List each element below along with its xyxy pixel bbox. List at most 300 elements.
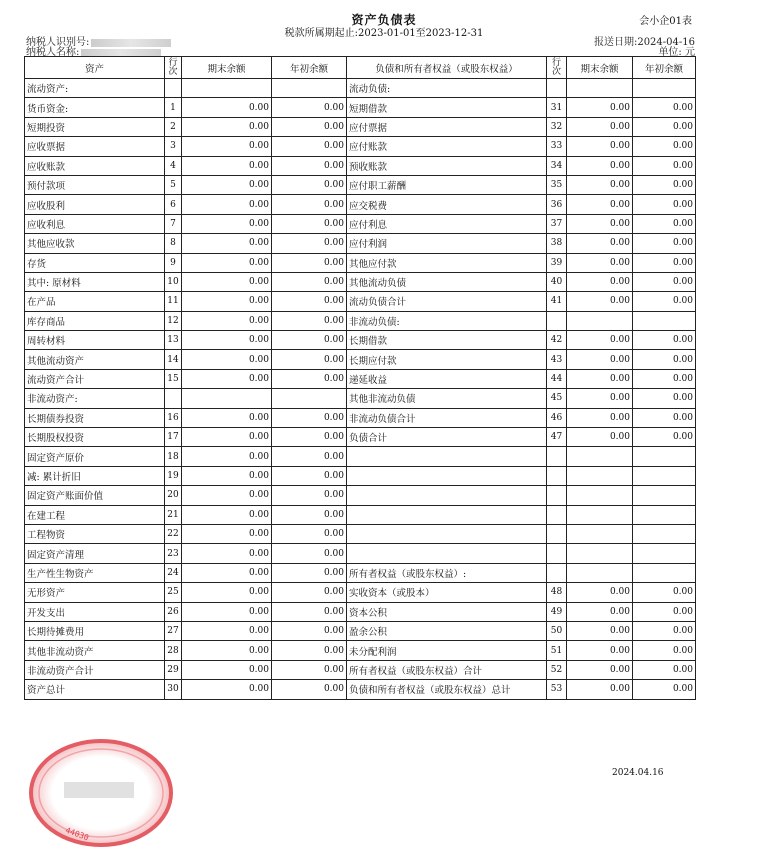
liability-begin-balance: 0.00 [633, 98, 696, 117]
asset-end-balance: 0.00 [182, 563, 272, 582]
liability-line-no: 39 [547, 253, 567, 272]
asset-name: 非流动资产: [25, 389, 165, 408]
table-row [25, 447, 696, 466]
page-title: 资产负债表 [351, 13, 417, 27]
liability-name: 应付账款 [347, 137, 547, 156]
balance-sheet-table [24, 56, 696, 700]
asset-begin-balance [272, 389, 347, 408]
asset-name: 应收股利 [25, 195, 165, 214]
col-header-end-balance: 期末余额 [182, 57, 272, 79]
liability-line-no [547, 311, 567, 330]
asset-line-no: 2 [165, 117, 182, 136]
liability-end-balance: 0.00 [567, 175, 633, 194]
asset-begin-balance: 0.00 [272, 544, 347, 563]
liability-begin-balance [633, 447, 696, 466]
asset-line-no [165, 79, 182, 98]
asset-name: 非流动资产合计 [25, 660, 165, 679]
taxpayer-name-label: 纳税人名称: [26, 47, 80, 58]
table-row [25, 408, 696, 427]
liability-line-no [547, 505, 567, 524]
liability-begin-balance: 0.00 [633, 350, 696, 369]
footer-date: 2024.04.16 [612, 768, 664, 778]
asset-line-no: 11 [165, 292, 182, 311]
table-row [25, 292, 696, 311]
asset-end-balance: 0.00 [182, 156, 272, 175]
asset-line-no: 25 [165, 583, 182, 602]
asset-begin-balance: 0.00 [272, 524, 347, 543]
asset-end-balance: 0.00 [182, 195, 272, 214]
asset-end-balance: 0.00 [182, 486, 272, 505]
liability-end-balance: 0.00 [567, 389, 633, 408]
asset-name: 存货 [25, 253, 165, 272]
asset-end-balance: 0.00 [182, 311, 272, 330]
asset-begin-balance: 0.00 [272, 137, 347, 156]
liability-end-balance: 0.00 [567, 214, 633, 233]
liability-line-no: 36 [547, 195, 567, 214]
liability-name: 盈余公积 [347, 621, 547, 640]
asset-end-balance: 0.00 [182, 602, 272, 621]
liability-begin-balance: 0.00 [633, 641, 696, 660]
col-header-line-no: 行次 [165, 57, 182, 79]
asset-begin-balance: 0.00 [272, 408, 347, 427]
report-date: 报送日期:2024-04-16 [593, 37, 695, 48]
liability-name [347, 486, 547, 505]
liability-name: 负债和所有者权益（或股东权益）总计 [347, 680, 547, 699]
liability-line-no: 52 [547, 660, 567, 679]
liability-line-no: 46 [547, 408, 567, 427]
asset-name: 其中: 原材料 [25, 272, 165, 291]
liability-name: 应交税费 [347, 195, 547, 214]
asset-end-balance: 0.00 [182, 428, 272, 447]
asset-line-no: 17 [165, 428, 182, 447]
asset-line-no: 3 [165, 137, 182, 156]
table-row [25, 234, 696, 253]
table-row [25, 331, 696, 350]
liability-begin-balance [633, 486, 696, 505]
table-row [25, 98, 696, 117]
table-row [25, 505, 696, 524]
table-header-row [25, 57, 696, 79]
liability-end-balance: 0.00 [567, 195, 633, 214]
asset-name: 生产性生物资产 [25, 563, 165, 582]
table-row [25, 563, 696, 582]
liability-end-balance: 0.00 [567, 137, 633, 156]
asset-line-no: 29 [165, 660, 182, 679]
liability-end-balance: 0.00 [567, 602, 633, 621]
asset-begin-balance: 0.00 [272, 98, 347, 117]
asset-end-balance: 0.00 [182, 137, 272, 156]
asset-begin-balance: 0.00 [272, 641, 347, 660]
asset-begin-balance: 0.00 [272, 486, 347, 505]
asset-end-balance: 0.00 [182, 214, 272, 233]
table-row [25, 544, 696, 563]
tax-period: 税款所属期起止:2023-01-01至2023-12-31 [284, 28, 484, 39]
asset-begin-balance: 0.00 [272, 447, 347, 466]
liability-name: 长期应付款 [347, 350, 547, 369]
taxpayer-id-label: 纳税人识别号: [26, 37, 90, 48]
liability-begin-balance: 0.00 [633, 253, 696, 272]
liability-name: 非流动负债合计 [347, 408, 547, 427]
liability-begin-balance [633, 544, 696, 563]
liability-end-balance: 0.00 [567, 641, 633, 660]
asset-end-balance: 0.00 [182, 660, 272, 679]
asset-line-no: 8 [165, 234, 182, 253]
asset-line-no: 12 [165, 311, 182, 330]
liability-end-balance [567, 447, 633, 466]
asset-name: 周转材料 [25, 331, 165, 350]
asset-name: 应收账款 [25, 156, 165, 175]
liability-end-balance [567, 79, 633, 98]
liability-end-balance [567, 466, 633, 485]
liability-line-no: 48 [547, 583, 567, 602]
table-row [25, 486, 696, 505]
table-row [25, 369, 696, 388]
asset-name: 在产品 [25, 292, 165, 311]
asset-end-balance: 0.00 [182, 331, 272, 350]
liability-line-no [547, 544, 567, 563]
seal-graphic [26, 736, 176, 851]
asset-line-no: 10 [165, 272, 182, 291]
liability-begin-balance: 0.00 [633, 214, 696, 233]
liability-end-balance: 0.00 [567, 272, 633, 291]
col-header-begin-balance-2: 年初余额 [633, 57, 696, 79]
asset-end-balance: 0.00 [182, 175, 272, 194]
asset-end-balance: 0.00 [182, 621, 272, 640]
asset-end-balance: 0.00 [182, 466, 272, 485]
liability-begin-balance [633, 563, 696, 582]
asset-line-no: 16 [165, 408, 182, 427]
asset-line-no: 7 [165, 214, 182, 233]
table-row [25, 272, 696, 291]
liability-begin-balance: 0.00 [633, 408, 696, 427]
asset-end-balance: 0.00 [182, 447, 272, 466]
liability-name: 负债合计 [347, 428, 547, 447]
liability-name: 应付利润 [347, 234, 547, 253]
asset-line-no: 9 [165, 253, 182, 272]
asset-begin-balance: 0.00 [272, 311, 347, 330]
col-header-begin-balance: 年初余额 [272, 57, 347, 79]
liability-end-balance: 0.00 [567, 621, 633, 640]
liability-begin-balance: 0.00 [633, 156, 696, 175]
liability-end-balance: 0.00 [567, 117, 633, 136]
liability-begin-balance: 0.00 [633, 428, 696, 447]
asset-begin-balance: 0.00 [272, 563, 347, 582]
asset-line-no: 23 [165, 544, 182, 563]
liability-line-no: 31 [547, 98, 567, 117]
asset-begin-balance: 0.00 [272, 428, 347, 447]
liability-begin-balance: 0.00 [633, 680, 696, 699]
liability-line-no: 50 [547, 621, 567, 640]
asset-name: 短期投资 [25, 117, 165, 136]
liability-begin-balance [633, 79, 696, 98]
asset-line-no: 6 [165, 195, 182, 214]
liability-begin-balance: 0.00 [633, 331, 696, 350]
liability-name: 预收账款 [347, 156, 547, 175]
table-row [25, 602, 696, 621]
liability-name: 递延收益 [347, 369, 547, 388]
asset-line-no: 22 [165, 524, 182, 543]
liability-name: 应付职工薪酬 [347, 175, 547, 194]
liability-line-no: 37 [547, 214, 567, 233]
asset-end-balance: 0.00 [182, 369, 272, 388]
liability-end-balance: 0.00 [567, 156, 633, 175]
liability-line-no: 32 [547, 117, 567, 136]
liability-name: 应付利息 [347, 214, 547, 233]
asset-begin-balance: 0.00 [272, 234, 347, 253]
asset-line-no: 24 [165, 563, 182, 582]
asset-end-balance: 0.00 [182, 117, 272, 136]
unit-label: 单位: 元 [658, 47, 695, 58]
liability-line-no: 34 [547, 156, 567, 175]
liability-end-balance: 0.00 [567, 583, 633, 602]
asset-name: 应收票据 [25, 137, 165, 156]
liability-line-no: 51 [547, 641, 567, 660]
liability-line-no: 40 [547, 272, 567, 291]
asset-end-balance: 0.00 [182, 524, 272, 543]
asset-end-balance: 0.00 [182, 253, 272, 272]
liability-begin-balance [633, 524, 696, 543]
table-row [25, 389, 696, 408]
liability-end-balance: 0.00 [567, 234, 633, 253]
asset-begin-balance: 0.00 [272, 583, 347, 602]
liability-name [347, 544, 547, 563]
liability-line-no [547, 524, 567, 543]
liability-name: 其他非流动负债 [347, 389, 547, 408]
asset-begin-balance: 0.00 [272, 195, 347, 214]
asset-end-balance: 0.00 [182, 583, 272, 602]
table-row [25, 621, 696, 640]
liability-end-balance: 0.00 [567, 292, 633, 311]
asset-line-no: 30 [165, 680, 182, 699]
table-row [25, 428, 696, 447]
liability-begin-balance [633, 505, 696, 524]
company-seal [26, 736, 176, 855]
liability-end-balance: 0.00 [567, 680, 633, 699]
asset-name: 长期待摊费用 [25, 621, 165, 640]
asset-name: 应收利息 [25, 214, 165, 233]
liability-end-balance: 0.00 [567, 350, 633, 369]
table-row [25, 253, 696, 272]
liability-begin-balance: 0.00 [633, 117, 696, 136]
asset-name: 其他应收款 [25, 234, 165, 253]
col-header-liabilities-equity: 负债和所有者权益（或股东权益） [347, 57, 547, 79]
asset-line-no: 19 [165, 466, 182, 485]
asset-name: 资产总计 [25, 680, 165, 699]
asset-name: 货币资金: [25, 98, 165, 117]
liability-end-balance: 0.00 [567, 369, 633, 388]
table-row [25, 660, 696, 679]
asset-end-balance: 0.00 [182, 680, 272, 699]
table-row [25, 137, 696, 156]
asset-begin-balance: 0.00 [272, 621, 347, 640]
liability-begin-balance [633, 466, 696, 485]
liability-end-balance [567, 524, 633, 543]
asset-end-balance: 0.00 [182, 234, 272, 253]
liability-begin-balance: 0.00 [633, 234, 696, 253]
asset-end-balance: 0.00 [182, 505, 272, 524]
liability-line-no: 49 [547, 602, 567, 621]
asset-end-balance [182, 79, 272, 98]
asset-name: 在建工程 [25, 505, 165, 524]
liability-line-no: 47 [547, 428, 567, 447]
asset-name: 固定资产原价 [25, 447, 165, 466]
liability-begin-balance: 0.00 [633, 583, 696, 602]
asset-line-no: 1 [165, 98, 182, 117]
asset-end-balance: 0.00 [182, 350, 272, 369]
liability-line-no [547, 79, 567, 98]
asset-begin-balance [272, 79, 347, 98]
liability-line-no: 33 [547, 137, 567, 156]
table-row [25, 583, 696, 602]
liability-begin-balance: 0.00 [633, 621, 696, 640]
liability-line-no: 42 [547, 331, 567, 350]
liability-line-no: 38 [547, 234, 567, 253]
asset-begin-balance: 0.00 [272, 156, 347, 175]
asset-name: 固定资产账面价值 [25, 486, 165, 505]
table-row [25, 156, 696, 175]
liability-begin-balance: 0.00 [633, 660, 696, 679]
asset-end-balance: 0.00 [182, 641, 272, 660]
liability-begin-balance: 0.00 [633, 369, 696, 388]
liability-name: 非流动负债: [347, 311, 547, 330]
liability-line-no [547, 486, 567, 505]
asset-name: 流动资产合计 [25, 369, 165, 388]
liability-name: 所有者权益（或股东权益）合计 [347, 660, 547, 679]
table-row [25, 311, 696, 330]
asset-line-no: 5 [165, 175, 182, 194]
asset-begin-balance: 0.00 [272, 466, 347, 485]
liability-line-no [547, 447, 567, 466]
table-row [25, 641, 696, 660]
liability-begin-balance: 0.00 [633, 175, 696, 194]
liability-begin-balance: 0.00 [633, 389, 696, 408]
liability-name: 短期借款 [347, 98, 547, 117]
liability-line-no: 44 [547, 369, 567, 388]
liability-line-no: 41 [547, 292, 567, 311]
liability-end-balance [567, 563, 633, 582]
liability-end-balance: 0.00 [567, 98, 633, 117]
asset-begin-balance: 0.00 [272, 660, 347, 679]
asset-line-no: 14 [165, 350, 182, 369]
col-header-line-no-2: 行次 [547, 57, 567, 79]
form-number: 会小企01表 [639, 16, 692, 27]
liability-end-balance [567, 311, 633, 330]
liability-name: 其他流动负债 [347, 272, 547, 291]
liability-name [347, 466, 547, 485]
liability-name: 流动负债: [347, 79, 547, 98]
asset-line-no: 4 [165, 156, 182, 175]
asset-end-balance: 0.00 [182, 544, 272, 563]
col-header-assets: 资产 [25, 57, 165, 79]
asset-line-no: 26 [165, 602, 182, 621]
liability-line-no: 43 [547, 350, 567, 369]
asset-end-balance: 0.00 [182, 408, 272, 427]
liability-begin-balance: 0.00 [633, 137, 696, 156]
table-row [25, 524, 696, 543]
seal-number: 44030 [64, 825, 90, 843]
liability-name: 应付票据 [347, 117, 547, 136]
asset-begin-balance: 0.00 [272, 602, 347, 621]
liability-end-balance [567, 544, 633, 563]
asset-name: 长期股权投资 [25, 428, 165, 447]
asset-begin-balance: 0.00 [272, 253, 347, 272]
liability-begin-balance: 0.00 [633, 272, 696, 291]
liability-name [347, 524, 547, 543]
col-header-end-balance-2: 期末余额 [567, 57, 633, 79]
liability-name: 资本公积 [347, 602, 547, 621]
liability-line-no: 35 [547, 175, 567, 194]
table-row [25, 117, 696, 136]
liability-line-no: 53 [547, 680, 567, 699]
liability-end-balance: 0.00 [567, 408, 633, 427]
liability-line-no [547, 563, 567, 582]
liability-begin-balance [633, 311, 696, 330]
liability-begin-balance: 0.00 [633, 195, 696, 214]
asset-begin-balance: 0.00 [272, 117, 347, 136]
asset-name: 其他流动资产 [25, 350, 165, 369]
asset-line-no: 13 [165, 331, 182, 350]
table-row [25, 680, 696, 699]
liability-name: 实收资本（或股本） [347, 583, 547, 602]
asset-begin-balance: 0.00 [272, 350, 347, 369]
liability-end-balance: 0.00 [567, 331, 633, 350]
liability-end-balance [567, 505, 633, 524]
asset-end-balance: 0.00 [182, 272, 272, 291]
asset-name: 开发支出 [25, 602, 165, 621]
asset-line-no [165, 389, 182, 408]
liability-line-no [547, 466, 567, 485]
asset-name: 工程物资 [25, 524, 165, 543]
asset-name: 固定资产清理 [25, 544, 165, 563]
liability-end-balance: 0.00 [567, 428, 633, 447]
liability-end-balance: 0.00 [567, 660, 633, 679]
liability-name: 未分配利润 [347, 641, 547, 660]
asset-begin-balance: 0.00 [272, 272, 347, 291]
asset-begin-balance: 0.00 [272, 214, 347, 233]
liability-name: 其他应付款 [347, 253, 547, 272]
liability-begin-balance: 0.00 [633, 292, 696, 311]
asset-line-no: 28 [165, 641, 182, 660]
table-row [25, 350, 696, 369]
asset-line-no: 27 [165, 621, 182, 640]
asset-begin-balance: 0.00 [272, 175, 347, 194]
table-row [25, 175, 696, 194]
asset-name: 长期债券投资 [25, 408, 165, 427]
asset-line-no: 21 [165, 505, 182, 524]
table-row [25, 79, 696, 98]
liability-line-no: 45 [547, 389, 567, 408]
table-row [25, 195, 696, 214]
asset-begin-balance: 0.00 [272, 505, 347, 524]
liability-name: 所有者权益（或股东权益）: [347, 563, 547, 582]
asset-end-balance: 0.00 [182, 98, 272, 117]
asset-name: 流动资产: [25, 79, 165, 98]
asset-end-balance [182, 389, 272, 408]
liability-begin-balance: 0.00 [633, 602, 696, 621]
asset-begin-balance: 0.00 [272, 369, 347, 388]
asset-begin-balance: 0.00 [272, 331, 347, 350]
table-row [25, 214, 696, 233]
liability-name [347, 447, 547, 466]
asset-name: 库存商品 [25, 311, 165, 330]
asset-begin-balance: 0.00 [272, 292, 347, 311]
asset-line-no: 18 [165, 447, 182, 466]
asset-name: 减: 累计折旧 [25, 466, 165, 485]
liability-end-balance: 0.00 [567, 253, 633, 272]
asset-name: 无形资产 [25, 583, 165, 602]
asset-line-no: 20 [165, 486, 182, 505]
asset-name: 预付款项 [25, 175, 165, 194]
